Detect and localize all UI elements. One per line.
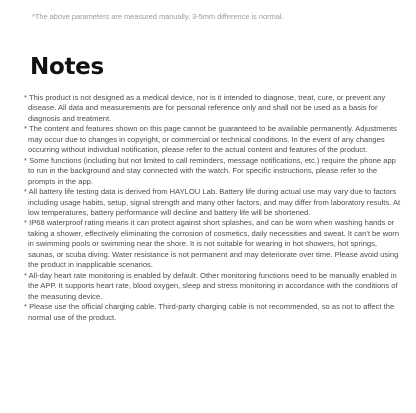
parameters-footnote: *The above parameters are measured manually, 3-5mm difference is normal. [32,12,284,21]
note-item-waterproof: * IP68 waterproof rating means it can protect against short splashes, and can be worn when washing hands or taking a shower, effectively eliminating the corrosion of cosmetics, daily necessities and sweat. It can't be worn in swimming pools or swimming near the shore. It is not suitable for wearing in hot showers, hot springs, saunas, or scuba diving. Water resistance is not permanent and may deteriorate over time. Please avoid using the product in inapplicable scenarios. [24,218,404,270]
note-item-content-features: * The content and features shown on this page cannot be guaranteed to be available permanently. Adjustments may occur due to changes in copyright, or commercial or technical conditions. In the event of any changes occurring without individual notification, please refer to the actual content and features of the product. [24,124,404,155]
note-item-medical: * This product is not designed as a medical device, nor is it intended to diagnose, treat, cure, or prevent any disease. All data and measurements are for personal reference only and shall not be used as a basis for diagnosis and treatment. [24,93,404,124]
note-item-heart-rate: * All-day heart rate monitoring is enabled by default. Other monitoring functions need to be manually enabled in the APP. It supports heart rate, blood oxygen, sleep and stress monitoring in accordance with the conditions of the measuring device. [24,271,404,302]
note-item-battery-life: * All battery life testing data is derived from HAYLOU Lab. Battery life during actual use may vary due to factors including usage habits, setup, signal strength and many other factors, and may differ from laboratory results. At low temperatures, battery performance will decline and battery life will be shortened. [24,187,404,218]
page-title: Notes [30,54,104,80]
notes-list [24,93,404,323]
note-item-app-functions: * Some functions (including but not limited to call reminders, message notifications, etc.) require the phone app to run in the background and stay connected with the watch. For specific instructions, please refer to the prompts in the app. [24,156,404,187]
note-item-charging-cable: * Please use the official charging cable. Third-party charging cable is not recommended, so as not to affect the normal use of the product. [24,302,404,323]
